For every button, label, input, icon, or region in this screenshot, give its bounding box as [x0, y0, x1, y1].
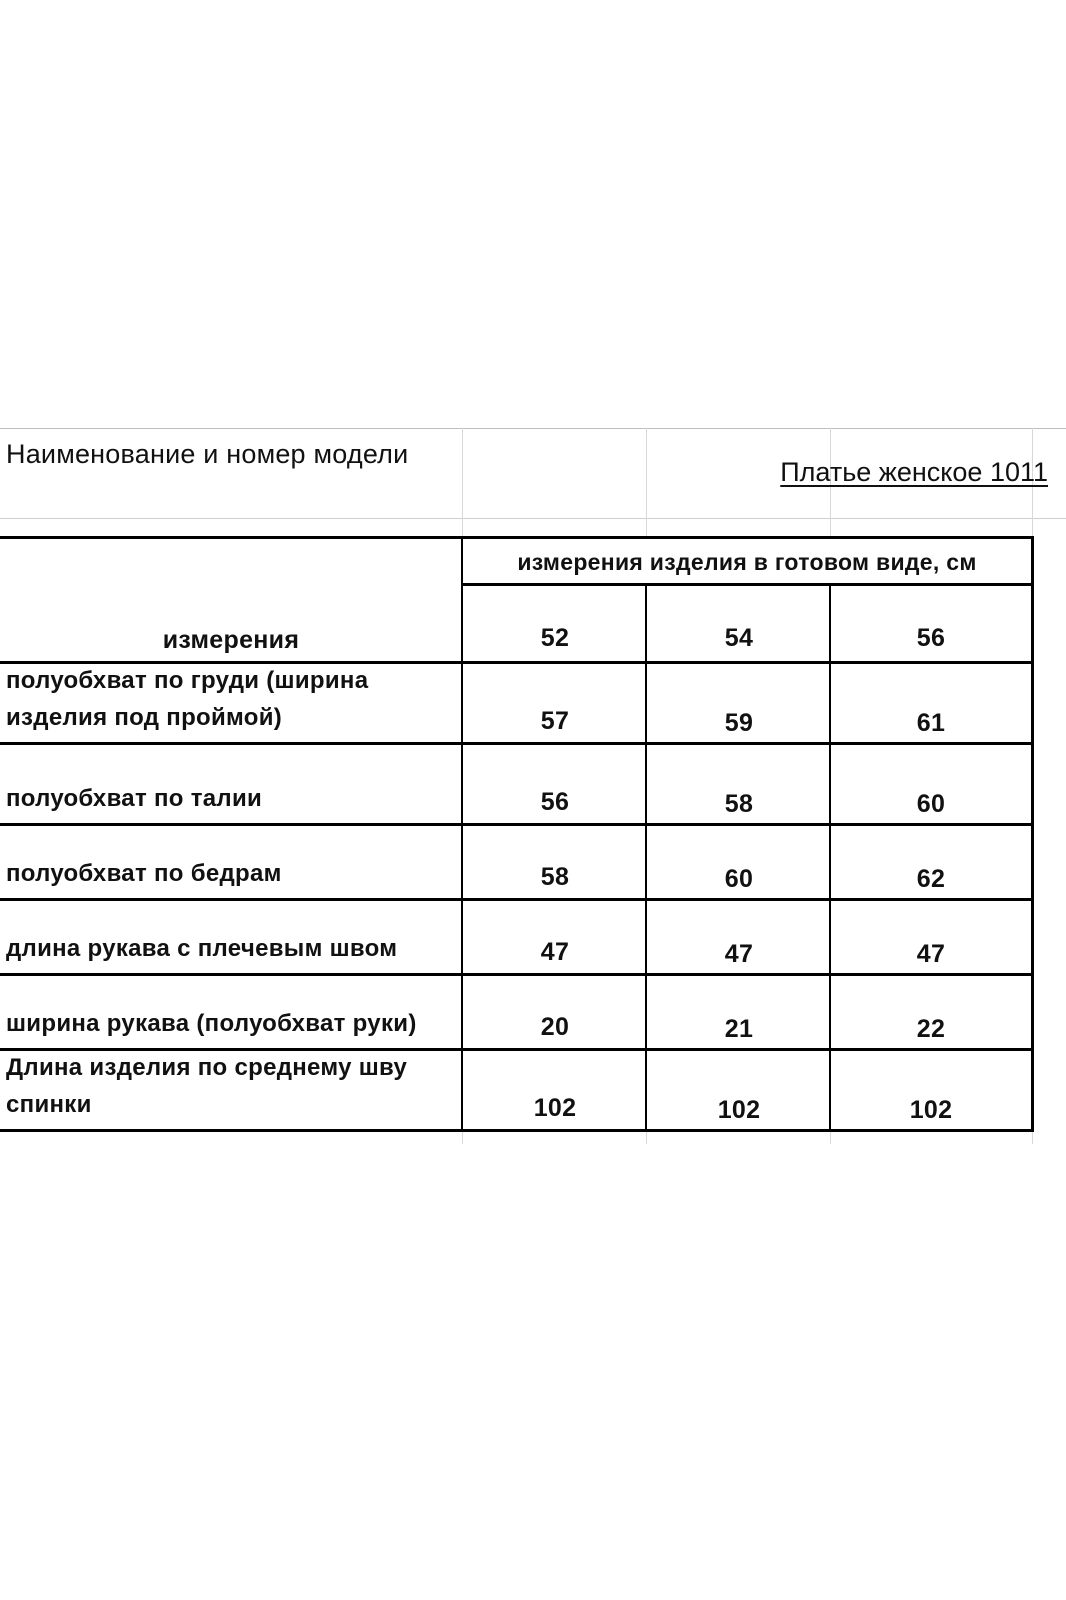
row-value: 59	[724, 709, 754, 737]
row-value: 22	[916, 1015, 946, 1043]
table-row	[0, 1048, 462, 1132]
group-header-cell	[461, 536, 1034, 586]
table-row	[0, 661, 462, 745]
value-cell	[645, 823, 831, 901]
value-cell	[461, 742, 647, 826]
size-header-54: 54	[724, 624, 754, 652]
row-value: 60	[916, 790, 946, 818]
group-header: измерения изделия в готовом виде, см	[517, 549, 977, 575]
row-value: 61	[916, 709, 946, 737]
size-header-cell	[829, 583, 1034, 664]
value-cell	[461, 898, 647, 976]
value-cell	[829, 661, 1034, 745]
row-value: 47	[540, 938, 570, 966]
table-row	[0, 898, 462, 976]
value-cell	[829, 898, 1034, 976]
model-name-label: Наименование и номер модели	[6, 439, 409, 469]
row-name: длина рукава с плечевым швом	[6, 935, 398, 962]
row-value: 58	[540, 863, 570, 891]
row-value: 102	[717, 1096, 761, 1124]
row-value: 21	[724, 1015, 754, 1043]
table-row	[0, 742, 462, 826]
value-cell	[645, 898, 831, 976]
row-value: 58	[724, 790, 754, 818]
gridline	[830, 1130, 831, 1144]
value-cell	[829, 823, 1034, 901]
value-cell	[829, 973, 1034, 1051]
gridline	[1032, 1130, 1033, 1144]
value-cell	[645, 742, 831, 826]
row-value: 62	[916, 865, 946, 893]
value-cell	[829, 742, 1034, 826]
gridline	[462, 1130, 463, 1144]
row-value: 102	[909, 1096, 953, 1124]
size-header-56: 56	[916, 624, 946, 652]
size-header-52: 52	[540, 624, 570, 652]
value-cell	[461, 823, 647, 901]
row-value: 60	[724, 865, 754, 893]
row-value: 47	[916, 940, 946, 968]
gridline	[646, 1130, 647, 1144]
table-row	[0, 823, 462, 901]
size-header-cell	[645, 583, 831, 664]
value-cell	[645, 1048, 831, 1132]
row-name: Длина изделия по среднему шву спинки	[6, 1054, 408, 1118]
row-value: 20	[540, 1013, 570, 1041]
row-name: ширина рукава (полуобхват руки)	[6, 1010, 417, 1037]
gridline	[0, 428, 1066, 429]
measurement-header: измерения	[162, 626, 300, 654]
row-value: 102	[533, 1094, 577, 1122]
gridline	[0, 518, 1066, 519]
measurement-header-cell	[0, 536, 462, 664]
row-value: 56	[540, 788, 570, 816]
value-cell	[461, 1048, 647, 1132]
row-value: 57	[540, 707, 570, 735]
row-value: 47	[724, 940, 754, 968]
value-cell	[461, 661, 647, 745]
model-name-value: Платье женское 1011	[780, 457, 1048, 487]
gridline	[462, 428, 463, 538]
table-row	[0, 973, 462, 1051]
size-header-cell	[461, 583, 647, 664]
value-cell	[829, 1048, 1034, 1132]
value-cell	[461, 973, 647, 1051]
row-name: полуобхват по талии	[6, 785, 263, 812]
value-cell	[645, 973, 831, 1051]
value-cell	[645, 661, 831, 745]
row-name: полуобхват по груди (ширина изделия под проймой)	[6, 667, 369, 731]
row-name: полуобхват по бедрам	[6, 860, 282, 887]
